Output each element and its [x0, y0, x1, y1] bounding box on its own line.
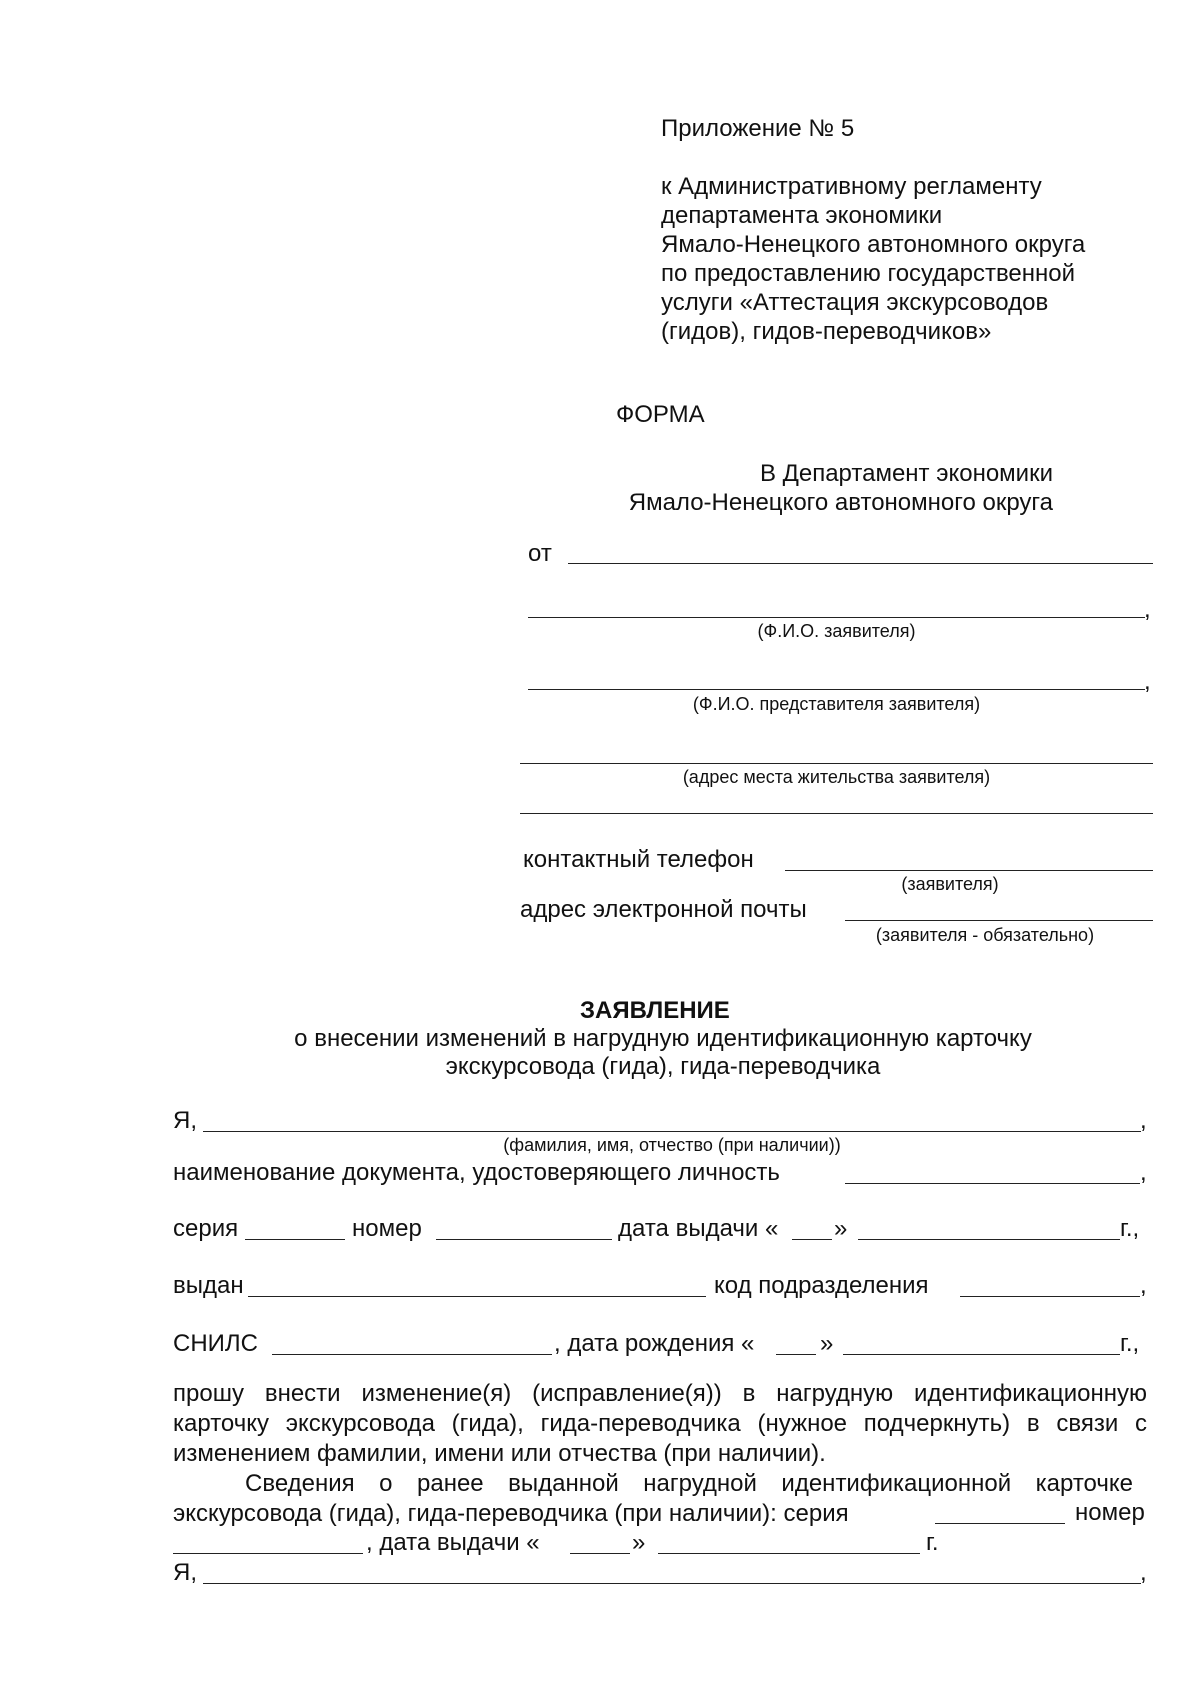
addressee-line: В Департамент экономики	[759, 460, 1053, 487]
ya-label: Я,	[173, 1559, 197, 1586]
annotation-line: к Административному регламенту	[661, 173, 1042, 200]
form-label: ФОРМА	[616, 401, 705, 428]
address-line-2[interactable]	[520, 813, 1153, 814]
email-caption: (заявителя - обязательно)	[875, 925, 1095, 945]
close-quote: »	[632, 1529, 646, 1556]
full-name-line[interactable]	[203, 1131, 1141, 1132]
birth-month-year-line[interactable]	[843, 1354, 1120, 1355]
ya-label: Я,	[173, 1107, 197, 1134]
id-document-label: наименование документа, удостоверяющего личность	[173, 1159, 780, 1186]
addressee-block	[629, 459, 1053, 517]
phone-caption: (заявителя)	[901, 874, 999, 894]
year-suffix: г.,	[1120, 1330, 1140, 1357]
annotation-line: Ямало-Ненецкого автономного округа	[661, 231, 1086, 258]
address-line-1[interactable]	[520, 763, 1153, 764]
full-name-caption: (фамилия, имя, отчество (при наличии))	[503, 1135, 841, 1155]
comma: ,	[1140, 1272, 1147, 1299]
previous-number-line[interactable]	[173, 1553, 363, 1554]
comma: ,	[1140, 1107, 1147, 1134]
comma: ,	[1140, 1159, 1147, 1186]
birth-day-line[interactable]	[776, 1354, 816, 1355]
email-label: адрес электронной почты	[520, 896, 807, 923]
annotation-line: по предоставлению государственной	[661, 260, 1076, 287]
number-line[interactable]	[436, 1239, 612, 1240]
from-label: от	[528, 540, 552, 567]
previous-card-text: Сведения о ранее выданной нагрудной идентификационной карточке экскурсовода (гида), гида-переводчика (при наличии): серия	[173, 1470, 1133, 1527]
birth-date-label: , дата рождения «	[554, 1330, 755, 1357]
previous-issue-date-label: , дата выдачи «	[366, 1529, 540, 1556]
close-quote: »	[834, 1215, 848, 1242]
issue-day-line[interactable]	[792, 1239, 832, 1240]
previous-card-paragraph	[173, 1469, 1133, 1529]
year-suffix: г.	[926, 1529, 939, 1556]
comma: ,	[1144, 668, 1151, 695]
previous-issue-day-line[interactable]	[570, 1553, 630, 1554]
snils-line[interactable]	[272, 1354, 552, 1355]
annotation-line: департамента экономики	[661, 202, 943, 229]
previous-issue-month-year-line[interactable]	[658, 1553, 920, 1554]
number-label: номер	[352, 1215, 422, 1242]
addressee-line: Ямало-Ненецкого автономного округа	[628, 489, 1053, 516]
previous-number-label: номер	[1075, 1499, 1145, 1526]
issue-date-label: дата выдачи «	[618, 1215, 779, 1242]
year-suffix: г.,	[1120, 1215, 1140, 1242]
id-document-line[interactable]	[845, 1183, 1140, 1184]
series-line[interactable]	[245, 1239, 345, 1240]
snils-label: СНИЛС	[173, 1330, 258, 1357]
representative-fio-line[interactable]	[528, 689, 1145, 690]
previous-series-line[interactable]	[935, 1523, 1065, 1524]
annotation-line: (гидов), гидов-переводчиков»	[661, 318, 992, 345]
series-label: серия	[173, 1215, 239, 1242]
request-paragraph: прошу внести изменение(я) (исправление(я)) в нагрудную идентификационную карточку экскурсовода (гида), гида-переводчика (нужное подчеркнуть) в связи с изменением фамилии, имени или отчества (при наличии).	[173, 1380, 1147, 1467]
issued-by-label: выдан	[173, 1272, 244, 1299]
division-code-label: код подразделения	[714, 1272, 929, 1299]
appendix-number: Приложение № 5	[661, 115, 855, 142]
issued-by-line[interactable]	[248, 1296, 706, 1297]
application-title: ЗАЯВЛЕНИЕ	[580, 997, 730, 1024]
phone-label: контактный телефон	[523, 846, 754, 873]
application-subtitle-line1: о внесении изменений в нагрудную идентификационную карточку	[294, 1025, 1032, 1052]
applicant-fio-line[interactable]	[528, 617, 1145, 618]
applicant-fio-caption: (Ф.И.О. заявителя)	[757, 621, 916, 641]
from-line[interactable]	[568, 563, 1153, 564]
address-caption: (адрес места жительства заявителя)	[682, 767, 991, 787]
email-line[interactable]	[845, 920, 1153, 921]
close-quote: »	[820, 1330, 834, 1357]
issue-month-year-line[interactable]	[858, 1239, 1120, 1240]
appendix-annotation	[661, 172, 1085, 346]
comma: ,	[1140, 1559, 1147, 1586]
division-code-line[interactable]	[960, 1296, 1140, 1297]
annotation-line: услуги «Аттестация экскурсоводов	[661, 289, 1049, 316]
application-subtitle-line2: экскурсовода (гида), гида-переводчика	[445, 1053, 881, 1080]
phone-line[interactable]	[785, 870, 1153, 871]
comma: ,	[1144, 596, 1151, 623]
representative-fio-caption: (Ф.И.О. представителя заявителя)	[692, 694, 981, 714]
final-statement-line[interactable]	[203, 1583, 1141, 1584]
